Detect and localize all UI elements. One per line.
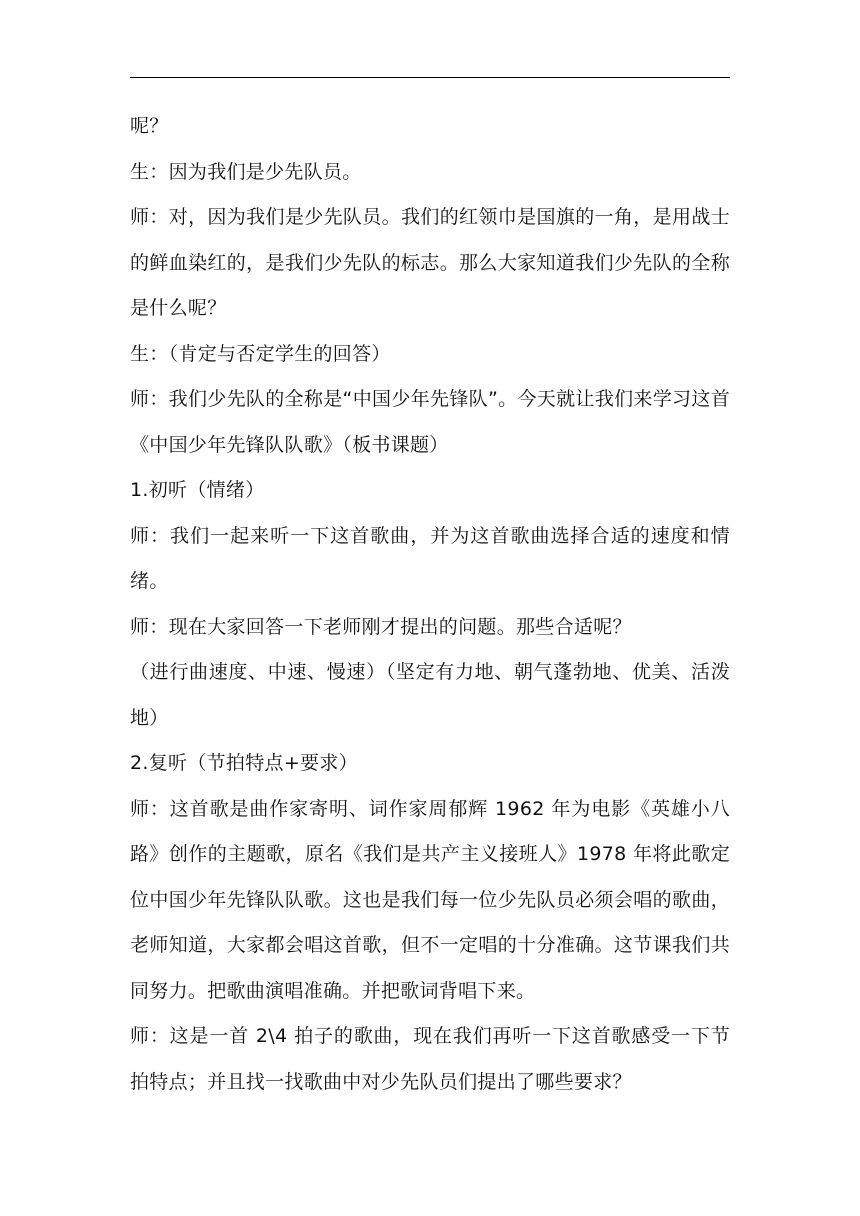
document-body (130, 104, 730, 1105)
section-heading: 1.初听（情绪） (130, 479, 265, 501)
paragraph: 师：我们少先队的全称是“中国少年先锋队”。今天就让我们来学习这首《中国少年先锋队队歌》（板书课题） (130, 388, 730, 456)
header-rule (130, 77, 730, 78)
paragraph: 生：因为我们是少先队员。 (130, 160, 362, 183)
paragraph: （进行曲速度、中速、慢速）（坚定有力地、朝气蓬勃地、优美、活泼地） (130, 661, 730, 729)
paragraph: 生：（肯定与否定学生的回答） (130, 342, 391, 365)
paragraph: 师：对，因为我们是少先队员。我们的红领巾是国旗的一角，是用战士的鲜血染红的，是我们少先队的标志。那么大家知道我们少先队的全称是什么呢？ (130, 206, 730, 319)
paragraph: 呢？ (130, 115, 169, 137)
paragraph: 师：我们一起来听一下这首歌曲，并为这首歌曲选择合适的速度和情绪。 (130, 524, 730, 592)
paragraph: 师：这首歌是曲作家寄明、词作家周郁辉 1962 年为电影《英雄小八路》创作的主题歌，原名《我们是共产主义接班人》1978 年将此歌定位中国少年先锋队队歌。这也是我们每一位少先队员必须会唱的歌曲，老师知道，大家都会唱这首歌，但不一定唱的十分准确。这节课我们共同努力。把歌曲演唱准确。并把歌词背唱下来。 (130, 797, 730, 1002)
section-heading: 2.复听（节拍特点+要求） (130, 752, 358, 774)
paragraph: 师：这是一首 2\4 拍子的歌曲，现在我们再听一下这首歌感受一下节拍特点；并且找一找歌曲中对少先队员们提出了哪些要求？ (130, 1025, 730, 1093)
paragraph: 师：现在大家回答一下老师刚才提出的问题。那些合适呢？ (130, 615, 632, 638)
